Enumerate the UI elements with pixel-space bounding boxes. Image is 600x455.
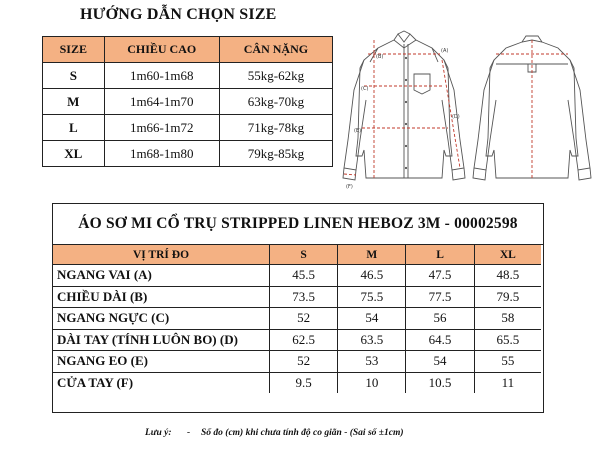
table-row	[43, 115, 333, 141]
back-measurement-lines	[496, 40, 568, 178]
table-row	[53, 351, 541, 373]
spec-table-box	[52, 203, 544, 413]
value-cell: 54	[406, 351, 474, 373]
value-cell: 52	[270, 308, 338, 330]
header-position: VỊ TRÍ ĐO	[53, 245, 270, 265]
value-cell: 52	[270, 351, 338, 373]
product-title: ÁO SƠ MI CỔ TRỤ STRIPPED LINEN HEBOZ 3M - 00002598	[53, 204, 543, 245]
value-cell: 65.5	[474, 329, 541, 351]
table-row	[53, 372, 541, 393]
value-cell: 63.5	[338, 329, 406, 351]
height-cell: 1m68-1m80	[104, 141, 219, 167]
marker-f: (F)	[346, 184, 353, 190]
table-row	[53, 308, 541, 330]
value-cell: 11	[474, 372, 541, 393]
marker-c: (C)	[361, 86, 369, 92]
footnote-dash: -	[187, 428, 191, 438]
measurement-header-row	[53, 245, 541, 265]
value-cell: 77.5	[406, 286, 474, 308]
footnote-text: Số đo (cm) khi chưa tính độ co giãn - (Sai số ±1cm)	[201, 428, 404, 438]
marker-e: (E)	[354, 128, 362, 134]
table-row	[43, 141, 333, 167]
weight-cell: 79kg-85kg	[219, 141, 332, 167]
size-guide-title: HƯỚNG DẪN CHỌN SIZE	[80, 6, 277, 23]
value-cell: 58	[474, 308, 541, 330]
table-row	[53, 329, 541, 351]
value-cell: 55	[474, 351, 541, 373]
row-label: CỬA TAY (F)	[53, 372, 270, 393]
weight-cell: 63kg-70kg	[219, 89, 332, 115]
value-cell: 62.5	[270, 329, 338, 351]
header-xl: XL	[474, 245, 541, 265]
shirt-measurement-diagram	[338, 28, 596, 193]
height-cell: 1m60-1m68	[104, 63, 219, 89]
value-cell: 10	[338, 372, 406, 393]
row-label: NGANG NGỰC (C)	[53, 308, 270, 330]
table-row	[53, 265, 541, 287]
height-cell: 1m66-1m72	[104, 115, 219, 141]
header-height: CHIỀU CAO	[104, 37, 219, 63]
size-guide-table	[42, 36, 333, 167]
footnote	[145, 428, 404, 438]
measurement-table	[53, 245, 541, 393]
height-cell: 1m64-1m70	[104, 89, 219, 115]
button-dots	[405, 57, 407, 169]
value-cell: 47.5	[406, 265, 474, 287]
marker-d: (D)	[452, 114, 460, 120]
row-label: NGANG VAI (A)	[53, 265, 270, 287]
size-cell: M	[43, 89, 105, 115]
table-row	[53, 286, 541, 308]
size-cell: L	[43, 115, 105, 141]
weight-cell: 55kg-62kg	[219, 63, 332, 89]
header-size: SIZE	[43, 37, 105, 63]
row-label: NGANG EO (E)	[53, 351, 270, 373]
value-cell: 10.5	[406, 372, 474, 393]
header-weight: CÂN NẶNG	[219, 37, 332, 63]
table-row	[43, 63, 333, 89]
size-guide-header-row	[43, 37, 333, 63]
row-label: DÀI TAY (TÍNH LUÔN BO) (D)	[53, 329, 270, 351]
value-cell: 54	[338, 308, 406, 330]
size-cell: XL	[43, 141, 105, 167]
weight-cell: 71kg-78kg	[219, 115, 332, 141]
header-m: M	[338, 245, 406, 265]
table-row	[43, 89, 333, 115]
value-cell: 9.5	[270, 372, 338, 393]
value-cell: 46.5	[338, 265, 406, 287]
value-cell: 79.5	[474, 286, 541, 308]
header-s: S	[270, 245, 338, 265]
footnote-key: Lưu ý:	[145, 428, 172, 438]
row-label: CHIỀU DÀI (B)	[53, 286, 270, 308]
value-cell: 48.5	[474, 265, 541, 287]
marker-a: (A)	[441, 48, 449, 54]
value-cell: 75.5	[338, 286, 406, 308]
measurement-lines	[344, 40, 460, 178]
header-l: L	[406, 245, 474, 265]
size-cell: S	[43, 63, 105, 89]
value-cell: 64.5	[406, 329, 474, 351]
value-cell: 73.5	[270, 286, 338, 308]
value-cell: 56	[406, 308, 474, 330]
marker-b: (B)	[376, 54, 384, 60]
value-cell: 45.5	[270, 265, 338, 287]
value-cell: 53	[338, 351, 406, 373]
